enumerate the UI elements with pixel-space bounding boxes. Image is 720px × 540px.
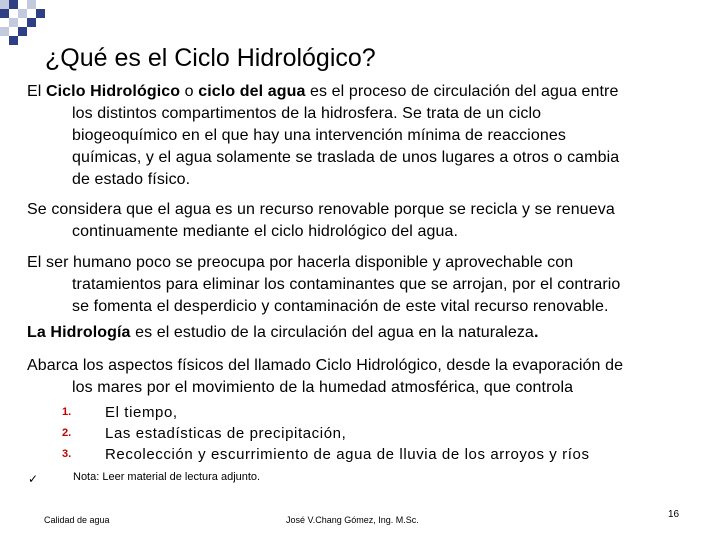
list-number: 1. [62, 406, 72, 418]
paragraph-hidrologia: La Hidrología es el estudio de la circulación del agua en la naturaleza. [27, 324, 539, 341]
list-text: Las estadísticas de precipitación, [105, 425, 347, 442]
paragraph-human: El ser humano poco se preocupa por hacerla disponible y aprovechable con tratamientos para eliminar los contaminantes que se arrojan, por el contrario se fomenta el desperdicio y contaminación de este vital recurso renovable. [27, 254, 621, 315]
term-ciclo-hidrologico: Ciclo Hidrológico [45, 83, 181, 100]
list-number: 2. [62, 427, 72, 439]
reading-note: Nota: Leer material de lectura adjunto. [73, 471, 261, 483]
term-ciclo-del-agua: ciclo del agua [198, 83, 306, 100]
page-number: 16 [668, 509, 680, 520]
paragraph-scope: Abarca los aspectos físicos del llamado Ciclo Hidrológico, desde la evaporación de los mares por el movimiento de la humedad atmosférica, que controla [27, 357, 624, 396]
footer-author: José V.Chang Gómez, Ing. M.Sc. [286, 515, 419, 525]
slide-title: ¿Qué es el Ciclo Hidrológico? [45, 44, 376, 72]
paragraph-definition: El Ciclo Hidrológico o ciclo del agua es el proceso de circulación del agua entre los distintos compartimentos de la hidrosfera. Se trata de un ciclo biogeoquímico en el que hay una intervención mínima de reacciones químicas, y el agua solamente se traslada de unos lugares a otros o cambia de estado físico. [27, 83, 620, 188]
list-number: 3. [62, 448, 72, 460]
checkmark-icon: ✓ [28, 472, 39, 486]
footer-course: Calidad de agua [44, 515, 110, 525]
list-text: El tiempo, [105, 404, 178, 421]
list-text: Recolección y escurrimiento de agua de lluvia de los arroyos y ríos [105, 446, 590, 463]
paragraph-renewable: Se considera que el agua es un recurso renovable porque se recicla y se renueva continuamente mediante el ciclo hidrológico del agua. [27, 201, 615, 240]
term-hidrologia: La Hidrología [27, 324, 131, 341]
